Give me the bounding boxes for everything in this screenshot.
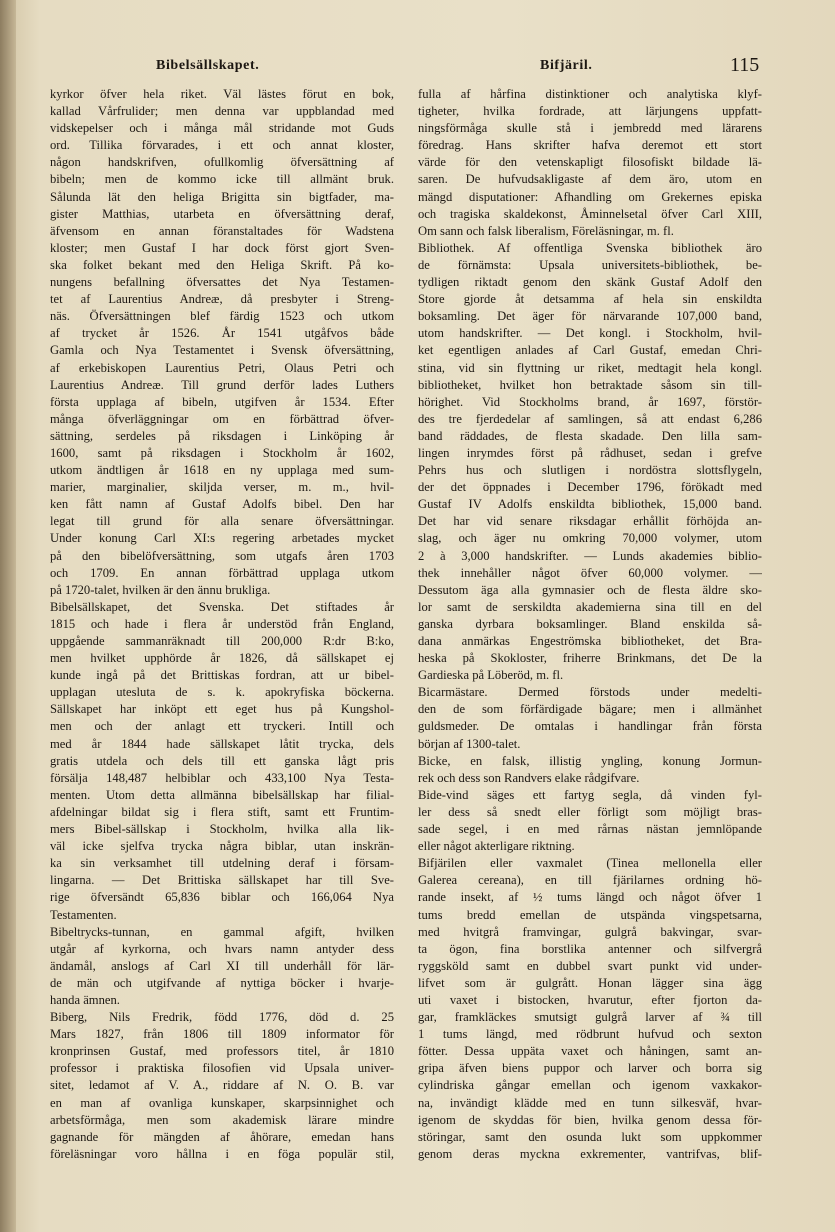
text-line: uppgående sammanräknadt till 200,000 R:dr B:ko, bbox=[50, 634, 394, 648]
text-line: Bicarmästare. Dermed förstods under medelti- bbox=[418, 685, 762, 700]
text-line: men hvilket upphörde år 1826, då sällskapet ej bbox=[50, 651, 394, 666]
text-line: tet af Laurentius Andreæ, då presbyter i Streng- bbox=[50, 292, 394, 307]
text-line: Biberg, Nils Fredrik, född 1776, död d. 25 bbox=[50, 1010, 394, 1025]
text-line: Dessutom äga alla gymnasier och de flesta äldre sko- bbox=[418, 582, 762, 597]
text-line: handa ämnen. bbox=[50, 992, 120, 1007]
text-line: afdelningar bildat sig i flera stift, samt ett Fruntim- bbox=[50, 804, 394, 819]
text-line: Bibliothek. Af offentliga Svenska bibliothek äro bbox=[418, 240, 762, 255]
text-line: lingarna. — Det Brittiska sällskapet har till Sve- bbox=[50, 873, 394, 888]
left-text-column bbox=[50, 86, 394, 1163]
text-line: gripa äfven biens puppor och larver och borra sig bbox=[418, 1061, 762, 1076]
text-line: första upplaga af bibeln, utgifven år 1534. Efter bbox=[50, 394, 394, 409]
text-line: kyrkor öfver hela riket. Väl lästes förut en bok, bbox=[50, 87, 394, 101]
text-line: hörighet. Vid Stockholms brand, år 1697, förstör- bbox=[418, 394, 762, 409]
text-line: band räddades, de flesta skadade. Den lilla sam- bbox=[418, 428, 762, 443]
text-line: gister Matthias, utarbeta en öfversättning deraf, bbox=[50, 206, 394, 221]
text-line: utgår af kyrkorna, och hvars namn antyder dess bbox=[50, 941, 394, 956]
text-line: fulla af hårfina distinktioner och analytiska klyf- bbox=[418, 87, 762, 101]
text-line: Bibeltrycks-tunnan, en gammal afgift, hvilken bbox=[50, 924, 394, 939]
text-line: ket egentligen anlades af Carl Gustaf, emedan Chri- bbox=[418, 343, 762, 358]
text-line: kronprinsen Gustaf, med professors titel, år 1810 bbox=[50, 1044, 394, 1059]
text-line: Sålunda lät den heliga Brigitta sin bigtfader, ma- bbox=[50, 189, 394, 204]
text-line: äfvensom en annan föranstaltades för Wadstena bbox=[50, 223, 394, 238]
text-line: och tragiska skaldekonst, Åminnelsetal öfver Carl XIII, bbox=[418, 206, 762, 221]
text-line: lifvet som är gulgrått. Honan lägger sina ägg bbox=[418, 975, 762, 990]
text-line: lor samt de serskildta akademierna sina till en del bbox=[418, 599, 762, 614]
text-line: Mars 1827, från 1806 till 1809 informator för bbox=[50, 1027, 394, 1042]
text-line: der det öppnades i December 1796, förökadt med bbox=[418, 480, 762, 495]
text-line: saren. De hufvudsakligaste af dem äro, utom en bbox=[418, 172, 762, 187]
text-line: fötter. Dessa uppäta vaxet och håningen, samt an- bbox=[418, 1044, 762, 1059]
text-line: på 1720-talet, hvilken är den ännu brukliga. bbox=[50, 582, 271, 597]
text-line: Gustaf IV Adolfs enskildta bibliothek, 15,000 band. bbox=[418, 497, 762, 512]
text-line: men och der anlagt ett tryckeri. Intill och bbox=[50, 719, 394, 734]
text-line: slag, och äger nu omkring 70,000 volymer, utom bbox=[418, 531, 762, 546]
text-line: na, invändigt klädde med en tunn silkesväf, hvar- bbox=[418, 1095, 762, 1110]
text-line: sitet, ledamot af V. A., riddare af N. O. B. var bbox=[50, 1078, 394, 1093]
right-running-head: Bifjäril. bbox=[540, 58, 593, 73]
text-line: Pehrs hus och slutligen i nordöstra slottsflygeln, bbox=[418, 463, 762, 478]
text-line: genom deras myckna exkrementer, vantrifvas, blif- bbox=[418, 1146, 762, 1161]
text-line: marier, marginalier, skiljda verser, m. m., hvil- bbox=[50, 480, 394, 495]
text-line: kallad Vårfrulider; men denna var uppblandad med bbox=[50, 104, 394, 119]
text-line: igenom de skyddas för bien, hvilka genom dessa för- bbox=[418, 1112, 762, 1127]
text-line: ganska dyrbara boksamlinger. Bland enskilda så- bbox=[418, 616, 762, 631]
text-line: professor i praktiska filosofien vid Upsala univer- bbox=[50, 1061, 394, 1076]
text-line: rande insekt, af ½ tums längd och något öfver 1 bbox=[418, 890, 762, 905]
text-line: med hvitgrå framvingar, gulgrå bakvingar, svar- bbox=[418, 924, 762, 939]
text-line: ningsförmåga skulle stå i jembredd med lärarens bbox=[418, 121, 762, 136]
text-line: des tre fjerdedelar af samlingen, så att endast 6,286 bbox=[418, 411, 762, 426]
text-line: en man af ovanliga kunskaper, skarpsinnighet och bbox=[50, 1095, 394, 1110]
text-line: och 1709. En annan förbättrad upplaga utkom bbox=[50, 565, 394, 580]
text-line: gagnande för mängden af åhörare, emedan hans bbox=[50, 1129, 394, 1144]
text-line: kloster; men Gustaf I har dock först gjort Sven- bbox=[50, 240, 394, 255]
text-line: Store gjorde åt detsamma af hela sin enskildta bbox=[418, 292, 762, 307]
text-line: sade segel, i en med rårnas nästan jemnlöpande bbox=[418, 822, 762, 837]
text-line: stina, vid sin flyttning ur riket, medtagit hela kongl. bbox=[418, 360, 762, 375]
text-line: Om sann och falsk liberalism, Föreläsningar, m. fl. bbox=[418, 223, 674, 238]
text-line: rek och dess son Randvers elake rådgifvare. bbox=[418, 770, 640, 785]
text-line: Sällskapet har inköpt ett eget hus på Kungshol- bbox=[50, 702, 394, 717]
text-line: Laurentius Andreæ. Till grund derför lades Luthers bbox=[50, 377, 394, 392]
text-line: nungens befallning öfversattes det Nya Testamen- bbox=[50, 275, 394, 290]
text-line: Det har vid senare riksdagar erhållit förhöjda an- bbox=[418, 514, 762, 529]
text-line: tums bredd emellan de utspända vingspetsarna, bbox=[418, 907, 762, 922]
text-line: de förnämsta: Upsala universitets-bibliothek, be- bbox=[418, 257, 762, 272]
text-line: vidskepelser och i många mål stridande mot Guds bbox=[50, 121, 394, 136]
text-line: sättning, serdeles på riksdagen i Linköping år bbox=[50, 428, 394, 443]
text-line: menten. Utom detta allmänna bibelsällskap har filial- bbox=[50, 787, 394, 802]
text-line: utom handskrifter. — Det kongl. i Stockholm, hvil- bbox=[418, 326, 762, 341]
text-line: ka sin verksamhet till utdelning deraf i försam- bbox=[50, 856, 394, 871]
text-line: föredrag. Hans skrifter hafva deremot ett stort bbox=[418, 138, 762, 153]
text-line: störingar, samt den osunda lukt som uppkommer bbox=[418, 1129, 762, 1144]
text-line: på den bibelöfversättning, som utgafs åren 1703 bbox=[50, 548, 394, 563]
text-line: utkom ändtligen år 1618 en ny upplaga med sum- bbox=[50, 463, 394, 478]
text-line: thek innehåller något öfver 60,000 volymer. — bbox=[418, 565, 762, 580]
text-line: Bicke, en falsk, illistig yngling, konung Jormun- bbox=[418, 753, 762, 768]
text-line: tydligen riktadt genom den skänk Gustaf Adolf den bbox=[418, 275, 762, 290]
text-line: gratis utdela och dels till ett ganska lågt pris bbox=[50, 753, 394, 768]
page-number: 115 bbox=[730, 54, 760, 76]
text-line: bibliotheket, hvilket hon betraktade såsom sin till- bbox=[418, 377, 762, 392]
text-line: de män och utgifvande af nyttiga böcker i hvarje- bbox=[50, 975, 394, 990]
text-line: af erkebiskopen Laurentius Petri, Olaus Petri och bbox=[50, 360, 394, 375]
text-line: uti vaxet i bistocken, hvarutur, efter fjorton da- bbox=[418, 992, 762, 1007]
text-line: rige öfversändt 65,836 biblar och 166,064 Nya bbox=[50, 890, 394, 905]
text-line: värde för den vetenskapligt filosofiskt bildade lä- bbox=[418, 155, 762, 170]
text-line: bibeln; men de kommo icke till allmänt bruk. bbox=[50, 172, 394, 187]
text-line: dana anmärkas Engeströmska bibliotheket, det Bra- bbox=[418, 634, 762, 648]
text-line: mers Bibel-sällskap i Stockholm, hvilka alla lik- bbox=[50, 822, 394, 837]
text-line: Under konung Carl XI:s regering arbetades mycket bbox=[50, 531, 394, 546]
text-line: tigheter, hvilka fordrade, att lärjungens uppfatt- bbox=[418, 104, 762, 119]
text-line: ryggsköld samt en dubbel svart punkt vid under- bbox=[418, 958, 762, 973]
text-line: cylindriska gångar emellan och igenom vaxkakor- bbox=[418, 1078, 762, 1093]
text-line: mängd disputationer: Afhandling om Grekernes episka bbox=[418, 189, 762, 204]
running-header bbox=[30, 54, 770, 82]
text-line: ändamål, anslogs af Carl XI till underhåll för lär- bbox=[50, 958, 394, 973]
text-line: 1 tums längd, med rödbrunt hufvud och sexton bbox=[418, 1027, 762, 1042]
text-line: med år 1844 hade sällskapet låtit trycka, dels bbox=[50, 736, 394, 751]
text-line: ken fått namn af Gustaf Adolfs bibel. Den har bbox=[50, 497, 394, 512]
text-line: lingen inrymdes först på rådhuset, sedan i grefve bbox=[418, 445, 762, 460]
text-line: legat till grund för alla senare öfversättningar. bbox=[50, 514, 394, 529]
left-running-head: Bibelsällskapet. bbox=[156, 58, 260, 73]
text-line: Gamla och Nya Testamentet i Svensk öfversättning, bbox=[50, 343, 394, 358]
text-line: den de som förfärdigade bägare; men i allmänhet bbox=[418, 702, 762, 717]
text-line: guldsmeder. De omtalas i handlingar från första bbox=[418, 719, 762, 734]
text-line: boksamling. Det äger för närvarande 107,000 band, bbox=[418, 309, 762, 324]
text-line: föreläsningar voro hållna i en föga populär stil, bbox=[50, 1146, 394, 1161]
text-line: någon handskrifven, ofullkomlig öfversättning af bbox=[50, 155, 394, 170]
text-line: Bibelsällskapet, det Svenska. Det stiftades år bbox=[50, 599, 394, 614]
text-line: 1600, samt på riksdagen i Stockholm år 1602, bbox=[50, 445, 394, 460]
text-line: början af 1300-talet. bbox=[418, 736, 521, 751]
text-line: arbetsförmåga, men som akademisk lärare mindre bbox=[50, 1112, 394, 1127]
text-line: många öfverläggningar om en förbättrad öfver- bbox=[50, 411, 394, 426]
text-line: heska på Skokloster, friherre Brinkmans, det De la bbox=[418, 651, 762, 666]
text-line: af trycket år 1526. År 1541 utgåfvos både bbox=[50, 326, 394, 341]
text-line: Bide-vind säges ett fartyg segla, då vinden fyl- bbox=[418, 787, 762, 802]
text-line: kunde ingå på det Brittiskas fordran, att ur bibel- bbox=[50, 668, 394, 683]
text-line: gar, framkläckes smutsigt gulgrå larver af ¾ till bbox=[418, 1010, 762, 1025]
text-line: eller något akterligare riktning. bbox=[418, 839, 575, 854]
text-line: 2 à 3,000 handskrifter. — Lunds akademies biblio- bbox=[418, 548, 762, 563]
text-line: ord. Tillika förvarades, i ett och annat kloster, bbox=[50, 138, 394, 153]
text-line: näs. Öfversättningen blef färdig 1523 och utkom bbox=[50, 309, 394, 324]
text-line: väl icke sjelfva trycka några biblar, utan inskrän- bbox=[50, 839, 394, 854]
page-binding-edge bbox=[0, 0, 16, 1232]
text-line: ta ögon, fina borstlika antenner och silfvergrå bbox=[418, 941, 762, 956]
text-line: Testamenten. bbox=[50, 907, 117, 922]
text-line: Gardieska på Löberöd, m. fl. bbox=[418, 668, 564, 683]
text-line: Bifjärilen eller vaxmalet (Tinea mellonella eller bbox=[418, 856, 762, 871]
right-text-column bbox=[418, 86, 762, 1163]
text-line: ler dess så snedt eller förligt som möjligt bras- bbox=[418, 804, 762, 819]
text-line: försälja 148,487 helbiblar och 433,100 Nya Testa- bbox=[50, 770, 394, 785]
text-line: Galerea cereana), en till fjärilarnes ordning hö- bbox=[418, 873, 762, 888]
text-line: ska folket bekant med den Heliga Skrift. På ko- bbox=[50, 257, 394, 272]
text-line: upplagan utesluta de s. k. apokryfiska böckerna. bbox=[50, 685, 394, 700]
text-line: 1815 och hade i flera år understöd från England, bbox=[50, 616, 394, 631]
